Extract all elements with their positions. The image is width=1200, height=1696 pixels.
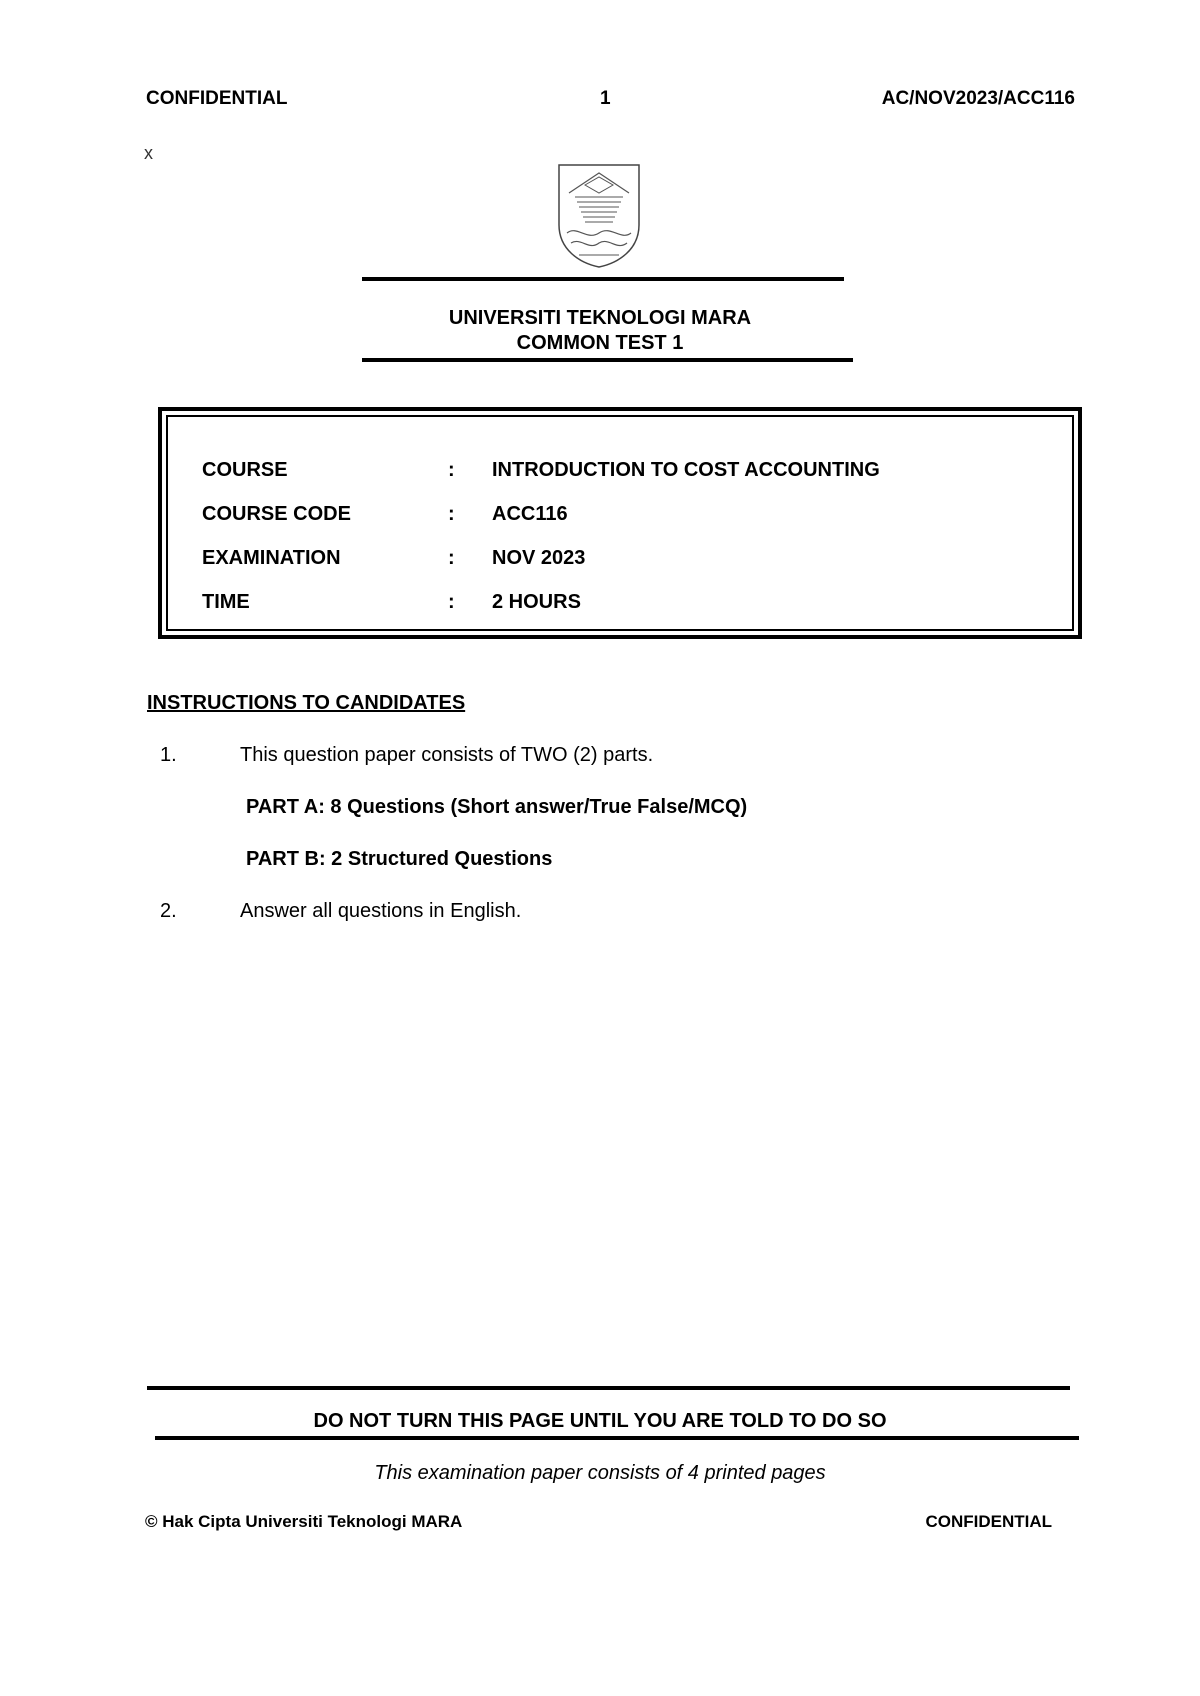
- page-number: 1: [600, 88, 611, 109]
- colon: :: [448, 547, 455, 569]
- copyright-text: © Hak Cipta Universiti Teknologi MARA: [145, 1512, 463, 1531]
- footer-confidential: CONFIDENTIAL: [925, 1512, 1052, 1531]
- colon: :: [448, 591, 455, 613]
- course-info-inner-border: [166, 415, 1074, 631]
- paper-code: AC/NOV2023/ACC116: [881, 88, 1075, 109]
- test-name: COMMON TEST 1: [516, 332, 684, 354]
- examination-label: EXAMINATION: [202, 547, 341, 569]
- instructions-heading: INSTRUCTIONS TO CANDIDATES: [147, 692, 466, 714]
- part-b-text: PART B: 2 Structured Questions: [246, 848, 553, 870]
- course-value: INTRODUCTION TO COST ACCOUNTING: [492, 459, 880, 481]
- instruction-number: 1.: [160, 744, 177, 766]
- instruction-text: This question paper consists of TWO (2) parts.: [240, 744, 654, 766]
- colon: :: [448, 503, 455, 525]
- title-bottom-rule: [362, 358, 853, 362]
- instruction-text: Answer all questions in English.: [240, 900, 522, 922]
- university-name: UNIVERSITI TEKNOLOGI MARA: [448, 307, 752, 329]
- part-a-text: PART A: 8 Questions (Short answer/True False/MCQ): [246, 796, 748, 818]
- do-not-turn-warning: DO NOT TURN THIS PAGE UNTIL YOU ARE TOLD TO DO SO: [313, 1410, 887, 1432]
- header-confidential: CONFIDENTIAL: [146, 88, 288, 109]
- course-code-label: COURSE CODE: [202, 503, 351, 525]
- time-value: 2 HOURS: [492, 591, 581, 613]
- examination-value: NOV 2023: [492, 547, 586, 569]
- time-label: TIME: [202, 591, 250, 613]
- title-block: [0, 306, 1200, 356]
- course-info-box: [158, 407, 1082, 639]
- pages-note: This examination paper consists of 4 printed pages: [374, 1462, 826, 1484]
- title-top-rule: [362, 277, 844, 281]
- footer-bottom-rule: [155, 1436, 1079, 1440]
- x-mark: x: [144, 143, 153, 163]
- footer-top-rule: [147, 1386, 1070, 1390]
- uitm-crest-icon: [555, 163, 643, 268]
- instruction-number: 2.: [160, 900, 177, 922]
- colon: :: [448, 459, 455, 481]
- course-code-value: ACC116: [492, 503, 568, 525]
- course-label: COURSE: [202, 459, 288, 481]
